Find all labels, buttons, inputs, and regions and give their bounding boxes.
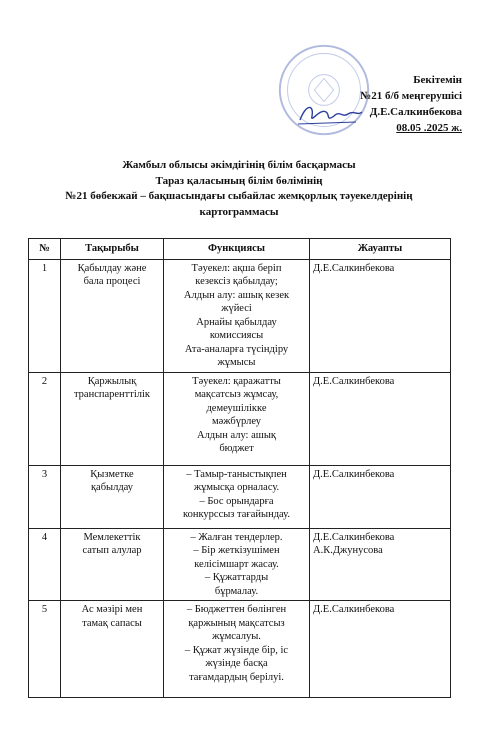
topic-line: Мемлекеттік xyxy=(83,531,141,543)
responsible-cell xyxy=(310,259,451,372)
function-cell xyxy=(164,465,310,528)
row-number-cell: 5 xyxy=(29,601,61,698)
topic-line: бала процесі xyxy=(83,276,141,287)
function-line: Тәуекел: қаражатты xyxy=(192,375,281,387)
function-line: – Бір жеткізушімен xyxy=(193,545,280,556)
function-line: – Жалған тендерлер. xyxy=(190,531,283,543)
function-line: жүйесі xyxy=(221,303,252,314)
topic-line: Қаржылық xyxy=(87,375,137,387)
responsible-cell xyxy=(310,465,451,528)
topic-line: транспаренттілік xyxy=(73,389,151,400)
function-line: конкурссыз тағайындау. xyxy=(183,509,290,520)
table-row xyxy=(29,465,451,528)
responsible-line: Д.Е.Салкинбекова xyxy=(313,468,395,480)
heading-line-4: картограммасы xyxy=(199,205,279,218)
responsible-cell xyxy=(310,601,451,698)
document-heading xyxy=(40,158,438,220)
function-line: бюджет xyxy=(219,443,254,454)
header-number: № xyxy=(29,239,61,260)
function-cell xyxy=(164,372,310,465)
header-function: Функциясы xyxy=(164,239,310,260)
table-row xyxy=(29,601,451,698)
heading-line-1: Жамбыл облысы әкімдігінің білім басқармасы xyxy=(122,159,356,171)
function-line: – Құжат жүзінде бір, іс xyxy=(184,644,289,656)
function-line: Алдын алу: ашық xyxy=(196,429,276,441)
approval-block xyxy=(312,72,462,136)
function-line: қаржының мақсатсыз xyxy=(188,617,285,629)
responsible-line: А.К.Джунусова xyxy=(313,545,383,556)
responsible-cell xyxy=(310,528,451,601)
approval-title: Бекітемін xyxy=(413,74,462,86)
topic-cell xyxy=(61,601,164,698)
header-responsible: Жауапты xyxy=(310,239,451,260)
responsible-cell xyxy=(310,372,451,465)
table-row xyxy=(29,372,451,465)
function-line: Тәуекел: ақша беріп xyxy=(191,262,282,274)
responsible-line: Д.Е.Салкинбекова xyxy=(313,262,395,274)
topic-cell xyxy=(61,465,164,528)
header-topic: Тақырыбы xyxy=(61,239,164,260)
function-line: демеушілікке xyxy=(206,402,267,414)
function-line: Ата-аналарға түсіндіру xyxy=(184,343,289,355)
function-line: жүзінде басқа xyxy=(205,658,268,669)
function-line: мәжбүрлеу xyxy=(211,416,261,427)
function-line: мақсатсыз жұмсау, xyxy=(194,389,279,400)
row-number-cell: 4 xyxy=(29,528,61,601)
topic-line: қабылдау xyxy=(90,482,134,493)
function-line: – Құжаттарды xyxy=(204,572,269,583)
function-line: келісімшарт жасау. xyxy=(194,558,279,570)
function-line: жұмсалуы. xyxy=(212,631,261,642)
function-line: Алдын алу: ашық кезек xyxy=(183,289,290,301)
topic-line: Ас мәзірі мен xyxy=(81,604,143,615)
function-line: – Бюджеттен бөлінген xyxy=(186,604,287,615)
function-cell xyxy=(164,259,310,372)
heading-line-2: Тараз қаласының білім бөлімінің xyxy=(155,174,323,187)
row-number-cell: 3 xyxy=(29,465,61,528)
approval-name: Д.Е.Салкинбекова xyxy=(369,106,462,118)
approval-date: 08.05 .2025 ж. xyxy=(396,122,462,134)
function-line: комиссиясы xyxy=(209,330,264,341)
topic-cell xyxy=(61,528,164,601)
function-line: бұрмалау. xyxy=(214,585,259,597)
table-row xyxy=(29,259,451,372)
function-line: Арнайы қабылдау xyxy=(196,316,277,328)
function-line: кезексіз қабылдау; xyxy=(195,276,278,287)
row-number-cell: 1 xyxy=(29,259,61,372)
topic-cell xyxy=(61,259,164,372)
topic-line: Қызметке xyxy=(90,468,134,480)
row-number-cell: 2 xyxy=(29,372,61,465)
responsible-line: Д.Е.Салкинбекова xyxy=(313,375,395,387)
heading-line-3: №21 бөбекжай – бақшасындағы сыбайлас жемқорлық тәуекелдерінің xyxy=(65,190,413,202)
function-line: – Тамыр-таныстықпен xyxy=(186,468,287,480)
function-cell xyxy=(164,601,310,698)
topic-line: сатып алулар xyxy=(82,545,142,556)
topic-line: Қабылдау және xyxy=(77,262,147,274)
responsible-line: Д.Е.Салкинбекова xyxy=(313,531,395,543)
function-line: – Бос орындарға xyxy=(199,495,274,507)
topic-line: тамақ сапасы xyxy=(82,617,142,629)
responsible-line: Д.Е.Салкинбекова xyxy=(313,604,395,615)
function-line: жұмысқа орналасу. xyxy=(193,482,280,493)
risk-table xyxy=(28,238,451,698)
approval-position: №21 б/б меңгерушісі xyxy=(360,90,462,102)
function-line: тағамдардың берілуі. xyxy=(189,671,284,683)
topic-cell xyxy=(61,372,164,465)
table-row xyxy=(29,528,451,601)
function-cell xyxy=(164,528,310,601)
function-line: жұмысы xyxy=(217,357,256,368)
table-header-row xyxy=(29,239,451,260)
